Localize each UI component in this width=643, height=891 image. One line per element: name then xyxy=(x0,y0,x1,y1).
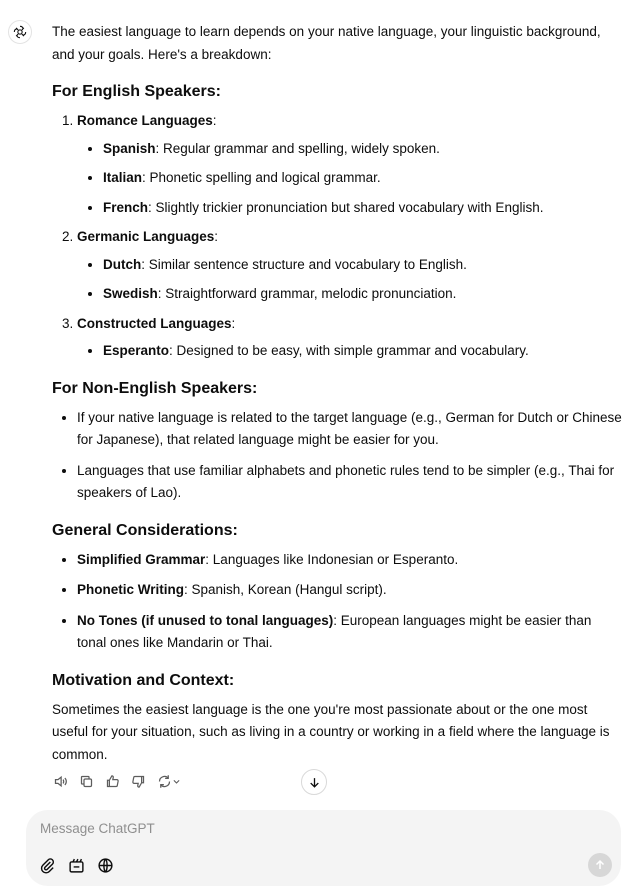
thumbs-down-icon[interactable] xyxy=(130,773,146,789)
tools-icon[interactable] xyxy=(67,856,85,874)
list-item-constructed: 3. Constructed Languages: • Esperanto: Designed to be easy, with simple grammar and vocabulary. xyxy=(77,313,624,363)
message-input[interactable]: Message ChatGPT xyxy=(40,821,155,836)
list-item: • Dutch: Similar sentence structure and vocabulary to English. xyxy=(103,254,624,277)
list-item: • Swedish: Straightforward grammar, melodic pronunciation. xyxy=(103,283,624,306)
globe-icon[interactable] xyxy=(96,856,114,874)
list-item-germanic: 2. Germanic Languages: • Dutch: Similar sentence structure and vocabulary to English. • Swedish: Straightforward grammar, melodic pronunciation. xyxy=(77,226,624,306)
section-heading-english-speakers: For English Speakers: xyxy=(52,83,221,100)
chevron-down-icon[interactable] xyxy=(172,777,181,786)
message-composer xyxy=(26,810,621,886)
list-item: • Languages that use familiar alphabets and phonetic rules tend to be simpler (e.g., Thai for speakers of Lao). xyxy=(77,460,624,505)
send-button[interactable] xyxy=(588,853,612,877)
openai-logo-icon xyxy=(12,24,28,40)
list-item: • Phonetic Writing: Spanish, Korean (Hangul script). xyxy=(77,579,624,602)
list-item: • Italian: Phonetic spelling and logical grammar. xyxy=(103,167,624,190)
scroll-to-bottom-button[interactable] xyxy=(301,769,327,795)
assistant-message xyxy=(52,21,624,766)
considerations-list xyxy=(52,549,624,655)
non-english-list xyxy=(52,407,624,505)
list-item-romance: 1. Romance Languages: • Spanish: Regular grammar and spelling, widely spoken. • Italian: Phonetic spelling and logical grammar. • French: Slightly trickier pronunciation but shared vocabulary with English. xyxy=(77,110,624,219)
list-item: • No Tones (if unused to tonal languages): European languages might be easier than tonal ones like Mandarin or Thai. xyxy=(77,610,624,655)
section-heading-considerations: General Considerations: xyxy=(52,521,238,539)
copy-icon[interactable] xyxy=(78,773,94,789)
message-actions xyxy=(52,773,182,789)
intro-paragraph: The easiest language to learn depends on your native language, your linguistic background, and your goals. Here's a breakdown: xyxy=(52,24,601,62)
language-group-list xyxy=(52,110,624,363)
motivation-paragraph: Sometimes the easiest language is the one you're most passionate about or the one most useful for your situation, such as living in a country or working in a field where the language is common. xyxy=(52,701,610,762)
list-item: • Simplified Grammar: Languages like Indonesian or Esperanto. xyxy=(77,549,624,572)
arrow-down-icon xyxy=(308,776,321,789)
section-heading-motivation: Motivation and Context: xyxy=(52,671,235,689)
thumbs-up-icon[interactable] xyxy=(104,773,120,789)
attach-icon[interactable] xyxy=(38,856,56,874)
arrow-up-icon xyxy=(594,859,606,871)
list-item: • Spanish: Regular grammar and spelling, widely spoken. xyxy=(103,138,624,161)
read-aloud-icon[interactable] xyxy=(52,773,68,789)
section-heading-non-english: For Non-English Speakers: xyxy=(52,379,258,397)
list-item: • If your native language is related to the target language (e.g., German for Dutch or Chinese for Japanese), that related language might be easier for you. xyxy=(77,407,624,452)
assistant-avatar xyxy=(8,20,32,44)
list-item: • Esperanto: Designed to be easy, with simple grammar and vocabulary. xyxy=(103,340,624,363)
composer-tools xyxy=(38,856,114,874)
list-item: • French: Slightly trickier pronunciation but shared vocabulary with English. xyxy=(103,197,624,220)
regenerate-icon[interactable] xyxy=(156,773,182,789)
